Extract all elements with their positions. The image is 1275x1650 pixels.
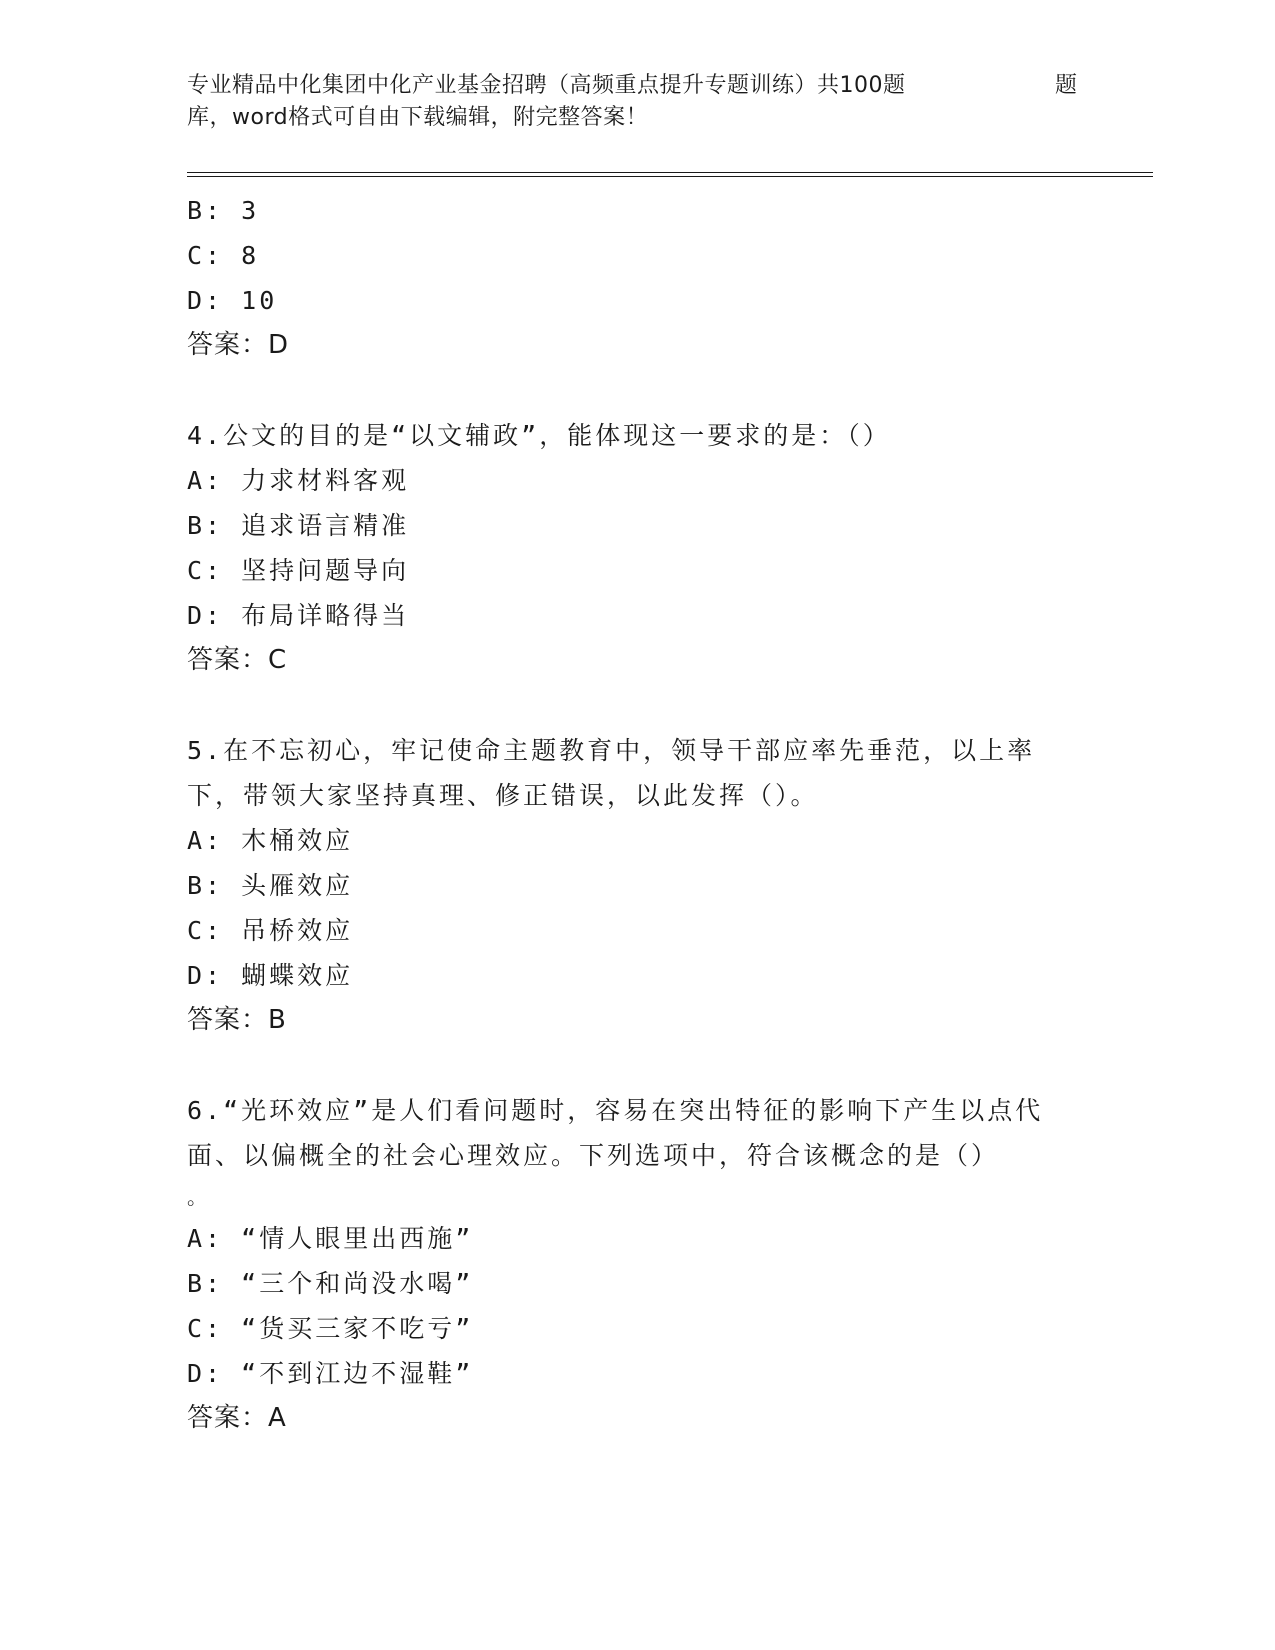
option-d: D: 布局详略得当 — [187, 601, 410, 630]
header-title-line-1: 专业精品中化集团中化产业基金招聘（高频重点提升专题训练）共100题 — [187, 73, 906, 98]
option-c: C: 8 — [187, 241, 260, 270]
question-content — [187, 188, 1067, 1441]
question-stem: 5.在不忘初心，牢记使命主题教育中，领导干部应率先垂范，以上率下，带领大家坚持真理、修正错误，以此发挥（）。 — [187, 736, 1036, 810]
question-stem-tail: 。 — [187, 1185, 210, 1209]
option-d: D: “不到江边不湿鞋” — [187, 1359, 474, 1388]
answer-line: 答案：B — [187, 1005, 287, 1035]
option-a: A: 力求材料客观 — [187, 466, 410, 495]
header-title-wrap-word: 题 — [1055, 73, 1078, 98]
answer-line: 答案：D — [187, 330, 290, 360]
question-5 — [187, 728, 1067, 1043]
answer-line: 答案：A — [187, 1403, 287, 1433]
option-a: A: “情人眼里出西施” — [187, 1224, 474, 1253]
header-divider-bottom — [187, 176, 1153, 177]
option-c: C: 吊桥效应 — [187, 916, 354, 945]
answer-line: 答案：C — [187, 645, 288, 675]
option-b: B: 头雁效应 — [187, 871, 354, 900]
option-b: B: “三个和尚没水喝” — [187, 1269, 474, 1298]
header-title-line-2: 库，word格式可自由下载编辑，附完整答案！ — [187, 105, 649, 130]
spacer — [187, 368, 1067, 413]
option-c: C: 坚持问题导向 — [187, 556, 410, 585]
option-b: B: 3 — [187, 196, 260, 225]
question-stem: 6.“光环效应”是人们看问题时，容易在突出特征的影响下产生以点代面、以偏概全的社会心理效应。下列选项中，符合该概念的是（） — [187, 1096, 1044, 1170]
spacer — [187, 683, 1067, 728]
header-divider-top — [187, 172, 1153, 173]
option-d: D: 10 — [187, 286, 278, 315]
page-header — [187, 70, 1087, 134]
option-a: A: 木桶效应 — [187, 826, 354, 855]
spacer — [187, 1043, 1067, 1088]
question-stem: 4.公文的目的是“以文辅政”，能体现这一要求的是：（） — [187, 421, 891, 450]
option-c: C: “货买三家不吃亏” — [187, 1314, 474, 1343]
previous-question-tail — [187, 188, 1067, 368]
question-6 — [187, 1088, 1067, 1441]
option-b: B: 追求语言精准 — [187, 511, 410, 540]
question-4 — [187, 413, 1067, 683]
option-d: D: 蝴蝶效应 — [187, 961, 354, 990]
